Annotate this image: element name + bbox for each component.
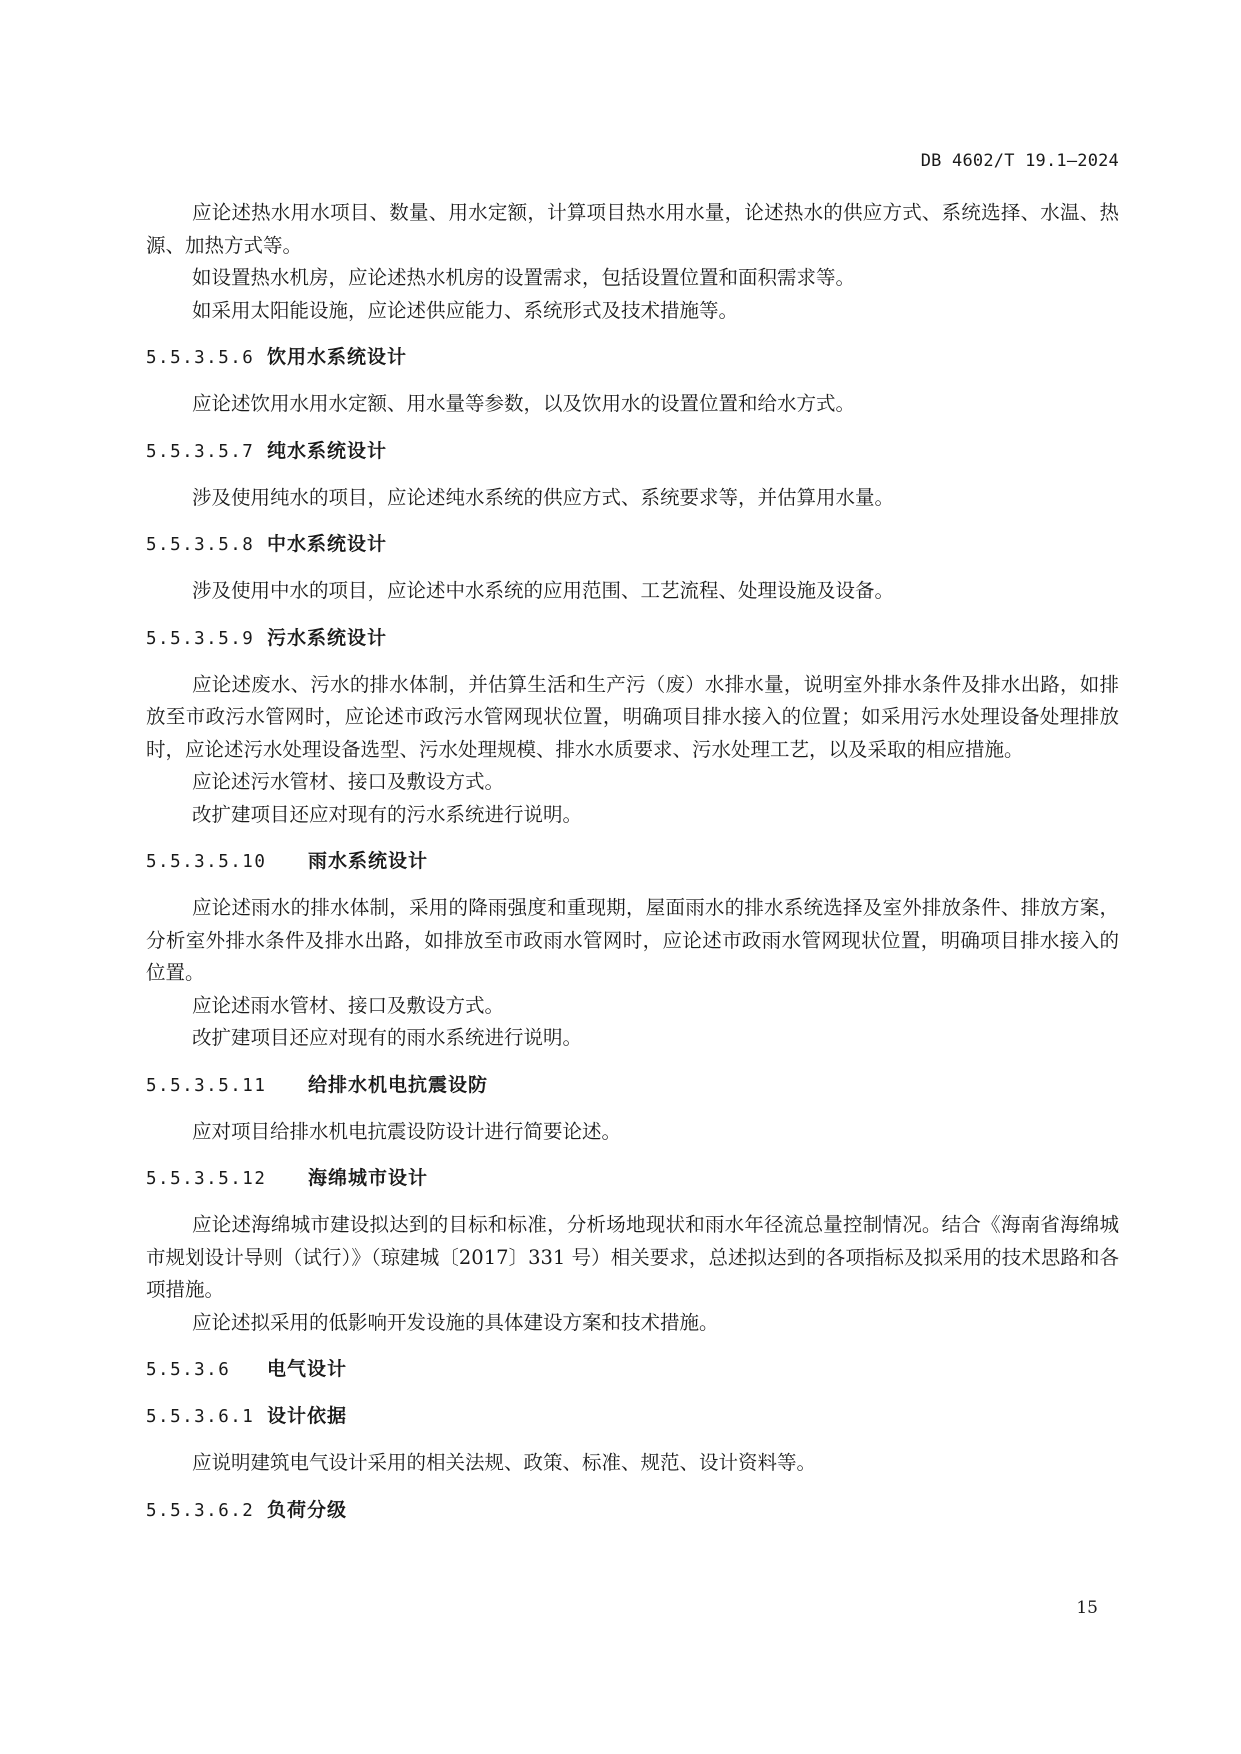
paragraph: 应论述热水用水项目、数量、用水定额，计算项目热水用水量，论述热水的供应方式、系统选择、水温、热源、加热方式等。 — [146, 201, 1119, 257]
section-number: 5.5.3.5.9 — [146, 628, 255, 649]
section-title: 雨水系统设计 — [308, 850, 429, 872]
section-heading — [146, 1069, 1119, 1102]
section-number: 5.5.3.5.8 — [146, 535, 255, 555]
section-title: 给排水机电抗震设防 — [308, 1073, 489, 1096]
section-number: 5.5.3.5.7 — [146, 441, 255, 462]
paragraph: 涉及使用纯水的项目，应论述纯水系统的供应方式、系统要求等，并估算用水量。 — [192, 485, 895, 509]
section-heading — [146, 528, 1119, 561]
page-number: 15 — [1076, 1598, 1098, 1618]
paragraph: 应说明建筑电气设计采用的相关法规、政策、标准、规范、设计资料等。 — [192, 1451, 817, 1474]
section-number: 5.5.3.5.12 — [146, 1169, 267, 1189]
page-content — [146, 197, 1119, 1541]
paragraph: 涉及使用中水的项目，应论述中水系统的应用范围、工艺流程、处理设施及设备。 — [192, 579, 895, 602]
section-number: 5.5.3.5.6 — [146, 348, 255, 368]
section-heading — [146, 845, 1119, 878]
paragraph: 改扩建项目还应对现有的雨水系统进行说明。 — [192, 1026, 583, 1049]
section-heading — [146, 435, 1119, 468]
section-number: 5.5.3.5.11 — [146, 1075, 267, 1096]
section-title: 海绵城市设计 — [308, 1167, 429, 1189]
section-title: 设计依据 — [267, 1405, 348, 1427]
section-number: 5.5.3.6.1 — [146, 1407, 255, 1427]
section-title: 中水系统设计 — [267, 533, 388, 555]
paragraph: 应论述海绵城市建设拟达到的目标和标准，分析场地现状和雨水年径流总量控制情况。结合《海南省海绵城市规划设计导则（试行）》（琼建城〔2017〕331 号）相关要求，总述拟达到的各项指标及拟采用的技术思路和各项措施。 — [146, 1213, 1119, 1301]
section-title: 饮用水系统设计 — [267, 346, 408, 368]
document-code: DB 4602/T 19.1—2024 — [920, 151, 1119, 171]
paragraph: 如采用太阳能设施，应论述供应能力、系统形式及技术措施等。 — [192, 298, 739, 322]
section-title: 污水系统设计 — [267, 626, 388, 649]
paragraph: 应论述污水管材、接口及敷设方式。 — [192, 770, 505, 793]
section-heading — [146, 1494, 1119, 1527]
section-number: 5.5.3.6 — [146, 1360, 231, 1380]
section-title: 电气设计 — [267, 1358, 348, 1380]
paragraph: 应论述饮用水用水定额、用水量等参数，以及饮用水的设置位置和给水方式。 — [192, 392, 856, 415]
section-title: 纯水系统设计 — [267, 439, 388, 462]
section-heading — [146, 1353, 1119, 1386]
section-heading — [146, 1400, 1119, 1433]
paragraph: 应论述拟采用的低影响开发设施的具体建设方案和技术措施。 — [192, 1310, 719, 1334]
section-heading — [146, 622, 1119, 655]
paragraph: 应论述废水、污水的排水体制，并估算生活和生产污（废）水排水量，说明室外排水条件及排水出路，如排放至市政污水管网时，应论述市政污水管网现状位置，明确项目排水接入的位置；如采用污水处理设备处理排放时，应论述污水处理设备选型、污水处理规模、排水水质要求、污水处理工艺，以及采取的相应措施。 — [146, 672, 1119, 761]
section-title: 负荷分级 — [267, 1498, 348, 1521]
section-number: 5.5.3.5.10 — [146, 852, 267, 872]
section-number: 5.5.3.6.2 — [146, 1500, 255, 1521]
section-heading — [146, 1162, 1119, 1195]
paragraph: 应对项目给排水机电抗震设防设计进行简要论述。 — [192, 1119, 622, 1143]
paragraph: 应论述雨水管材、接口及敷设方式。 — [192, 993, 505, 1017]
paragraph: 如设置热水机房，应论述热水机房的设置需求，包括设置位置和面积需求等。 — [192, 266, 856, 289]
section-heading — [146, 341, 1119, 374]
paragraph: 改扩建项目还应对现有的污水系统进行说明。 — [192, 802, 583, 826]
paragraph: 应论述雨水的排水体制，采用的降雨强度和重现期，屋面雨水的排水系统选择及室外排放条件、排放方案，分析室外排水条件及排水出路，如排放至市政雨水管网时，应论述市政雨水管网现状位置，明确项目排水接入的位置。 — [146, 896, 1119, 984]
